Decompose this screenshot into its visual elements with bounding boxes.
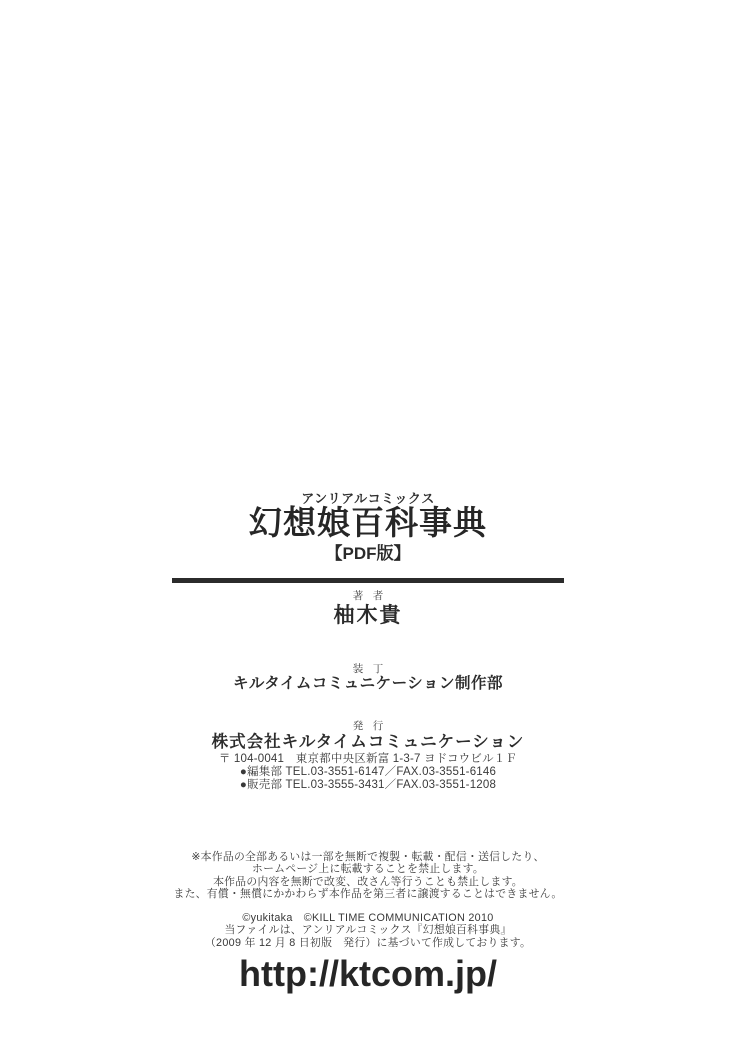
copyright-line: 当ファイルは、アンリアルコミックス『幻想娘百科事典』 [224,924,512,937]
publisher-website-url[interactable]: http://ktcom.jp/ [239,953,497,994]
design-role-label: 装丁 [352,663,393,675]
copyright-line: （2009 年 12 月 8 日初版 発行）に基づいて作成しております。 [204,936,532,949]
imprint-series-label: アンリアルコミックス [301,491,435,506]
author-name: 柚木貴 [333,604,403,627]
publisher-address: 〒 104-0041 東京都中央区新富 1-3-7 ヨドコウビル１Ｆ [218,753,518,765]
editorial-contact-line: ●編集部 TEL.03-3551-6147／FAX.03-3551-6146 [239,766,497,778]
design-credit: キルタイムコミュニケーション制作部 [233,675,503,692]
publisher-role-label: 発行 [352,720,393,732]
copyright-line: ©yukitaka ©KILL TIME COMMUNICATION 2010 [242,912,494,924]
edition-label: 【PDF版】 [325,544,411,563]
author-role-label: 著者 [352,590,393,602]
notice-line: また、有償・無償にかかわらず本作品を第三者に譲渡することはできません。 [173,888,563,901]
notice-line: 本作品の内容を無断で改変、改さん等行うことも禁止します。 [213,875,523,888]
usage-notice [0,851,736,901]
notice-line: ※本作品の全部あるいは一部を無断で複製・転載・配信・送信したり、 [191,851,545,863]
copyright-notice [0,912,736,949]
book-title: 幻想娘百科事典 [249,504,487,541]
notice-line: ホームページ上に転載することを禁止します。 [252,863,484,876]
divider-bar [172,578,564,583]
sales-contact-line: ●販売部 TEL.03-3555-3431／FAX.03-3551-1208 [239,779,497,791]
publisher-name: 株式会社キルタイムコミュニケーション [211,733,525,751]
